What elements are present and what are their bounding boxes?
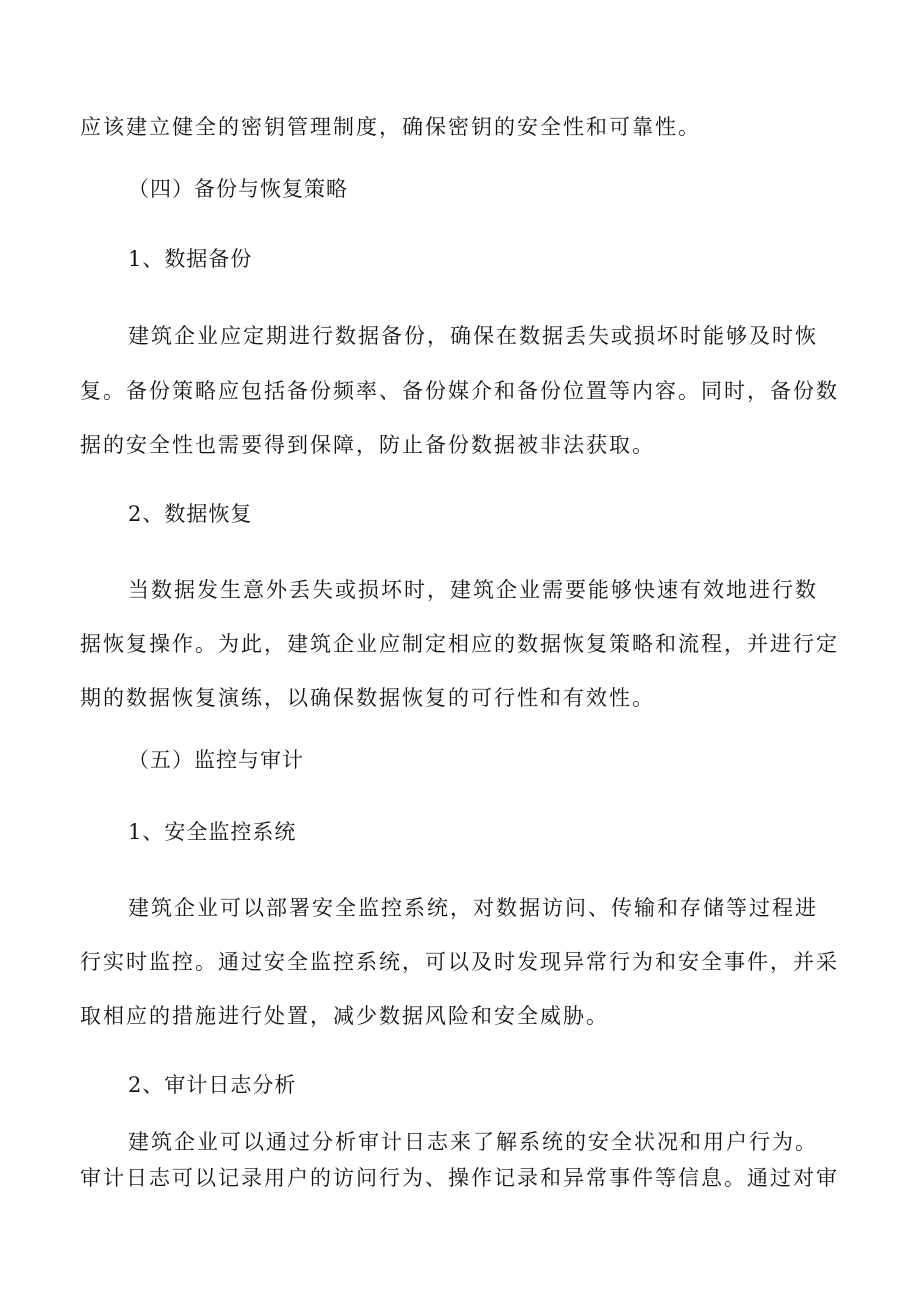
section-heading: （五）监控与审计 (128, 748, 304, 772)
paragraph-line: 复。备份策略应包括备份频率、备份媒介和备份位置等内容。同时，备份数 (80, 379, 839, 403)
paragraph-line: 建筑企业应定期进行数据备份，确保在数据丢失或损坏时能够及时恢 (128, 324, 818, 348)
paragraph-line: 据恢复操作。为此，建筑企业应制定相应的数据恢复策略和流程，并进行定 (80, 632, 839, 656)
paragraph-line: 审计日志可以记录用户的访问行为、操作记录和异常事件等信息。通过对审 (80, 1166, 839, 1190)
paragraph-line: 建筑企业可以通过分析审计日志来了解系统的安全状况和用户行为。 (128, 1130, 818, 1154)
paragraph-line: 据的安全性也需要得到保障，防止备份数据被非法获取。 (80, 433, 655, 457)
subsection-heading: 2、数据恢复 (128, 502, 253, 526)
subsection-heading: 1、安全监控系统 (128, 820, 297, 844)
subsection-heading: 1、数据备份 (128, 247, 253, 271)
section-heading: （四）备份与恢复策略 (128, 177, 348, 201)
paragraph-line: 期的数据恢复演练，以确保数据恢复的可行性和有效性。 (80, 686, 655, 710)
paragraph-line: 当数据发生意外丢失或损坏时，建筑企业需要能够快速有效地进行数 (128, 578, 818, 602)
subsection-heading: 2、审计日志分析 (128, 1073, 297, 1097)
paragraph-line: 取相应的措施进行处置，减少数据风险和安全威胁。 (80, 1004, 609, 1028)
paragraph-line: 建筑企业可以部署安全监控系统，对数据访问、传输和存储等过程进 (128, 896, 818, 920)
paragraph-line: 行实时监控。通过安全监控系统，可以及时发现异常行为和安全事件，并采 (80, 950, 839, 974)
paragraph-line: 应该建立健全的密钥管理制度，确保密钥的安全性和可靠性。 (80, 115, 701, 139)
